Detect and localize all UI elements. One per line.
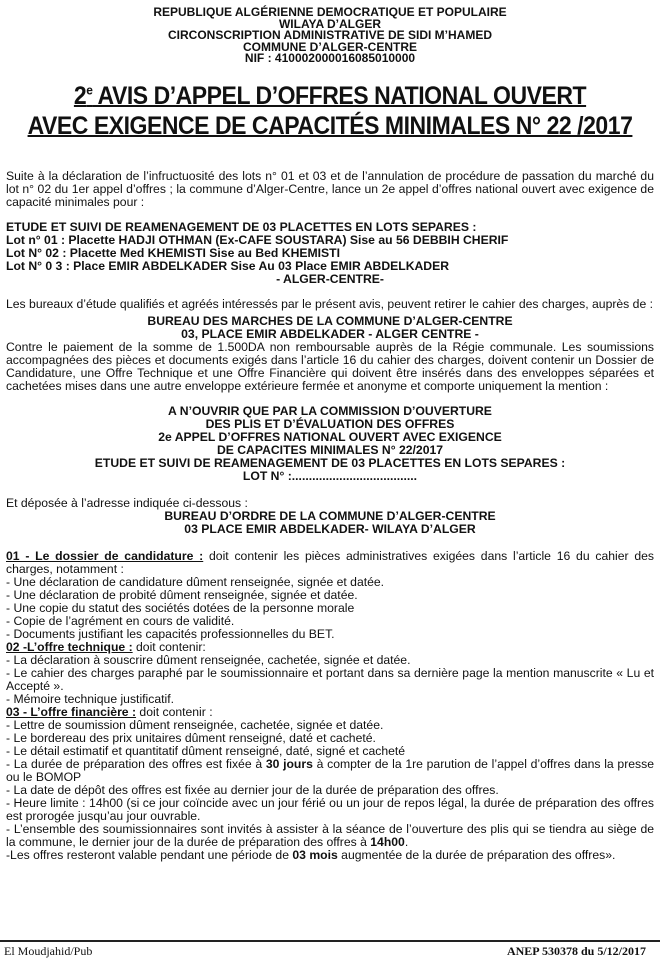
title-line-1 <box>26 81 633 111</box>
section-1-item: - Une déclaration de candidature dûment renseignée, signée et datée. <box>6 575 385 589</box>
section-3-item: - Le détail estimatif et quantitatif dûment renseigné, daté, signé et cacheté <box>6 744 406 758</box>
announcement-title <box>26 81 633 141</box>
title-superscript: e <box>86 82 93 98</box>
header-line-commune: COMMUNE D’ALGER-CENTRE <box>243 39 417 54</box>
closing-duree <box>6 758 654 784</box>
lot-3-location: - ALGER-CENTRE- <box>276 272 384 286</box>
lot-2: Lot N° 02 : Placette Med KHEMISTI Sise au Bed KHEMISTI <box>6 246 340 260</box>
bureau-marches-line-2: 03, PLACE EMIR ABDELKADER - ALGER CENTRE - <box>181 327 479 341</box>
intro-paragraph: Suite à la déclaration de l’infructuosité des lots n° 01 et 03 et de l’annulation de procédure de passation du marché du lot n° 02 du 1er appel d’offres ; la commune d’Alger-Centre, lance un 2e appel d’offres national ouvert avec exigence de capacité minimales pour : <box>6 169 654 209</box>
section-1-item: - Une copie du statut des sociétés dotées de la personne morale <box>6 601 355 615</box>
section-2-text: doit contenir: <box>132 640 206 654</box>
announcement-body <box>6 170 654 862</box>
closing-ouverture-text: - L’ensemble des soumissionnaires sont invités à assister à la séance de l’ouverture des plis qui se tiendra au siège de la commune, le dernier jour de la durée de préparation des offres à <box>6 822 654 849</box>
page-footer <box>0 940 660 960</box>
bureau-ordre-line-2: 03 PLACE EMIR ABDELKADER- WILAYA D’ALGER <box>184 522 476 536</box>
section-2-item: - Le cahier des charges paraphé par le soumissionnaire et portant dans sa dernière page la mention manuscrite « Lu et Accepté ». <box>6 666 654 693</box>
lot-3: Lot N° 0 3 : Place EMIR ABDELKADER Sise Au 03 Place EMIR ABDELKADER <box>6 259 450 273</box>
closing-validite-months: 03 mois <box>292 848 338 862</box>
closing-ouverture-time: 14h00 <box>370 835 405 849</box>
mention-line-2: DES PLIS ET D’ÉVALUATION DES OFFRES <box>205 417 455 431</box>
header-line-nif: NIF : 410002000016085010000 <box>244 51 416 66</box>
project-heading: ETUDE ET SUIVI DE REAMENAGEMENT DE 03 PLACETTES EN LOTS SEPARES : <box>6 220 477 234</box>
footer-publication: El Moudjahid/Pub <box>4 944 93 958</box>
closing-validite-text-2: augmentée de la durée de préparation des offres». <box>337 848 616 862</box>
header-line-republic: REPUBLIQUE ALGÉRIENNE DEMOCRATIQUE ET POPULAIRE <box>153 5 507 19</box>
section-3-label: 03 - L’offre financière : <box>6 705 137 719</box>
mention-line-1: A N’OUVRIR QUE PAR LA COMMISSION D’OUVERTURE <box>168 404 492 418</box>
header-line-circonscription: CIRCONSCRIPTION ADMINISTRATIVE DE SIDI M’HAMED <box>167 28 492 43</box>
issuer-header <box>0 7 660 65</box>
closing-date-depot: - La date de dépôt des offres est fixée au dernier jour de la durée de préparation des offres. <box>6 783 499 797</box>
paiement-paragraph: Contre le paiement de la somme de 1.500DA non remboursable auprès de la Régie communale. Les soumissions accompagnées des pièces et documents exigés dans l’article 16 du cahier des charges, doivent contenir un Dossier de Candidature, une Offre Technique et une Offre Financière qui doivent être insérés dans des enveloppes séparées et cachetées mises dans une autre enveloppe extérieure fermée et anonyme et comporte uniquement la mention : <box>6 340 654 393</box>
section-3-item: - Le bordereau des prix unitaires dûment renseigné, daté et cacheté. <box>6 731 376 745</box>
title-line-1-text: AVIS D’APPEL D’OFFRES NATIONAL OUVERT <box>92 81 587 110</box>
closing-heure-limite: - Heure limite : 14h00 (si ce jour coïncide avec un jour férié ou un jour de repos légal, la durée de préparation des offres est prorogée jusqu’au jour ouvrable. <box>6 796 654 823</box>
section-2-label: 02 -L’offre technique : <box>6 640 133 654</box>
footer-anep-reference: ANEP 530378 du 5/12/2017 <box>506 944 646 958</box>
header-line-wilaya: WILAYA D’ALGER <box>278 16 381 31</box>
deposee-line: Et déposée à l’adresse indiquée ci-dessous : <box>6 496 248 510</box>
closing-duree-text-2: à compter de la 1re parution de l’appel d’offres dans la presse ou le BOMOP <box>6 757 654 784</box>
closing-ouverture-end: . <box>404 835 409 849</box>
section-3-text: doit contenir : <box>136 705 213 719</box>
section-3-item: - Lettre de soumission dûment renseignée, cachetée, signée et datée. <box>6 718 384 732</box>
title-number: 2 <box>73 81 87 110</box>
closing-ouverture <box>6 823 654 849</box>
closing-duree-text: - La durée de préparation des offres est fixée à <box>6 757 266 771</box>
mention-line-5: ETUDE ET SUIVI DE REAMENAGEMENT DE 03 PLACETTES EN LOTS SEPARES : <box>94 456 566 470</box>
lot-1: Lot n° 01 : Placette HADJI OTHMAN (Ex-CAFE SOUSTARA) Sise au 56 DEBBIH CHERIF <box>6 233 509 247</box>
section-1-item: - Documents justifiant les capacités professionnelles du BET. <box>6 627 335 641</box>
bureau-ordre-line-1: BUREAU D’ORDRE DE LA COMMUNE D’ALGER-CENTRE <box>164 509 496 523</box>
title-line-2: AVEC EXIGENCE DE CAPACITÉS MINIMALES N° 22 /2017 <box>27 111 633 140</box>
section-2-item: - La déclaration à souscrire dûment renseignée, cachetée, signée et datée. <box>6 653 411 667</box>
mention-line-6: LOT N° :..................................... <box>242 469 418 483</box>
section-1-item: - Copie de l’agrément en cours de validité. <box>6 614 235 628</box>
bureaux-paragraph: Les bureaux d’étude qualifiés et agréés intéressés par le présent avis, peuvent retirer le cahier des charges, auprès de : <box>6 297 653 311</box>
section-candidature <box>6 550 654 576</box>
section-1-text: doit contenir les pièces administratives exigées dans l’article 16 du cahier des charges, notamment : <box>6 549 654 576</box>
section-1-label: 01 - Le dossier de candidature : <box>6 549 204 563</box>
closing-validite-text: -Les offres resteront valable pendant une période de <box>6 848 293 862</box>
mention-line-3: 2e APPEL D’OFFRES NATIONAL OUVERT AVEC EXIGENCE <box>158 430 502 444</box>
mention-line-4: DE CAPACITES MINIMALES N° 22/2017 <box>216 443 444 457</box>
closing-duree-days: 30 jours <box>265 757 313 771</box>
closing-validite <box>6 849 654 862</box>
bureau-marches-line-1: BUREAU DES MARCHES DE LA COMMUNE D’ALGER-CENTRE <box>147 314 513 328</box>
section-2-item: - Mémoire technique justificatif. <box>6 692 174 706</box>
section-1-item: - Une déclaration de probité dûment renseignée, signée et datée. <box>6 588 358 602</box>
